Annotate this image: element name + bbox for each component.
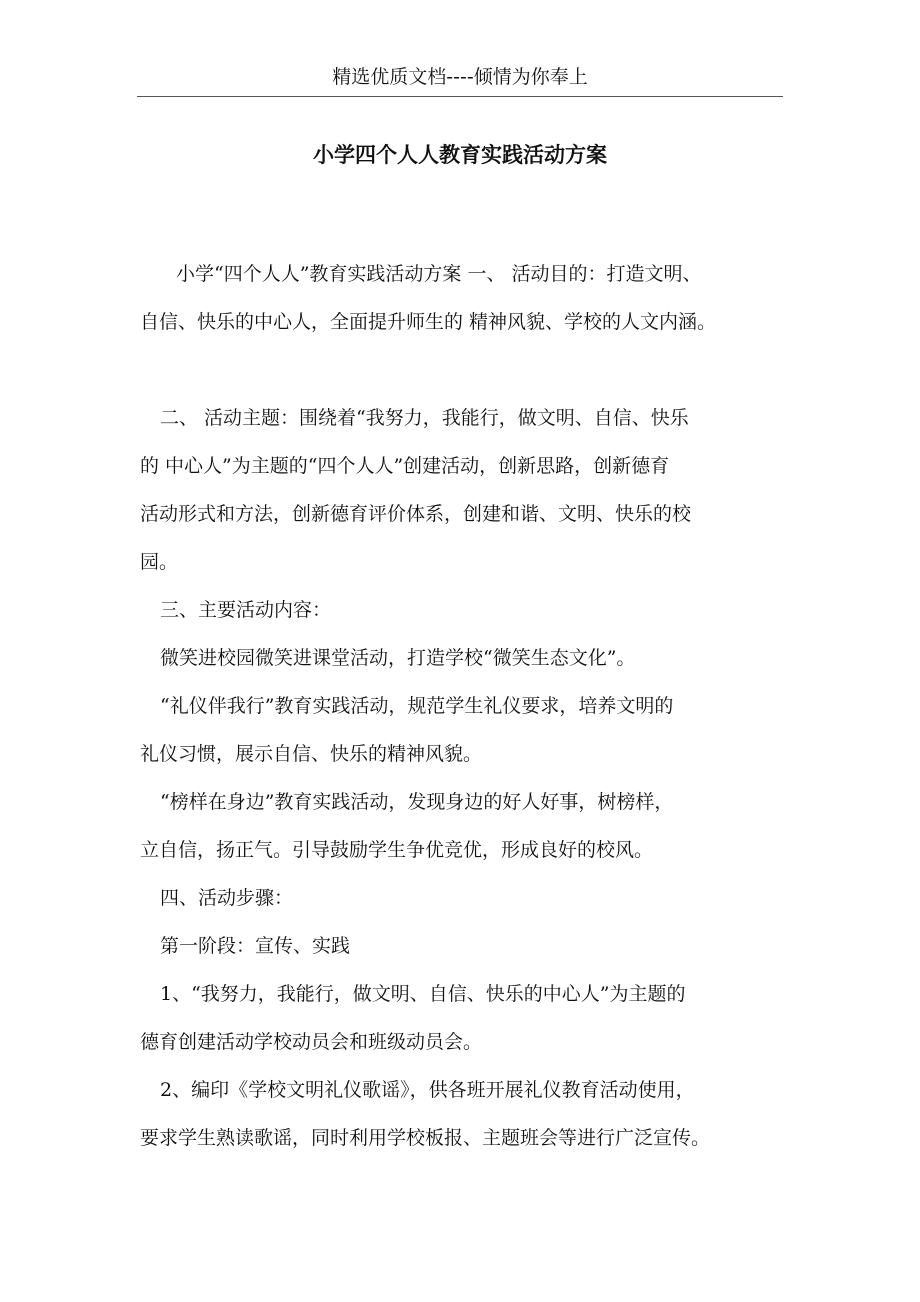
body-line: 的 中心人”为主题的“四个人人”创建活动，创新思路，创新德育 (140, 455, 670, 477)
body-line: 三、主要活动内容： (160, 599, 332, 621)
body-line: 微笑进校园微笑进课堂活动，打造学校“微笑生态文化”。 (160, 647, 636, 669)
body-line: 四、活动步骤： (160, 887, 294, 909)
body-line: 自信、快乐的中心人，全面提升师生的 精神风貌、学校的人文内涵。 (140, 311, 717, 333)
header-text: 精选优质文档----倾情为你奉上 (332, 66, 588, 88)
body-line: 礼仪习惯，展示自信、快乐的精神风貌。 (140, 743, 483, 765)
body-line: “礼仪伴我行”教育实践活动，规范学生礼仪要求，培养文明的 (160, 695, 674, 717)
body-line: 小学“四个人人”教育实践活动方案 一、 活动目的：打造文明、 (176, 263, 702, 285)
body-line: 活动形式和方法，创新德育评价体系，创建和谐、文明、快乐的校 (140, 503, 692, 525)
page-header (137, 62, 783, 97)
body-line: 要求学生熟读歌谣，同时利用学校板报、主题班会等进行广泛宣传。 (140, 1127, 711, 1149)
body-line: 第一阶段：宣传、实践 (160, 935, 351, 957)
body-line: 二、 活动主题：围绕着“我努力，我能行，做文明、自信、快乐 (160, 407, 689, 429)
document-title: 小学四个人人教育实践活动方案 (313, 143, 607, 167)
body-line: 1、“我努力，我能行，做文明、自信、快乐的中心人”为主题的 (160, 983, 686, 1005)
body-line: 园。 (140, 551, 179, 573)
document-body (140, 250, 790, 1162)
body-line: 2、编印《学校文明礼仪歌谣》，供各班开展礼仪教育活动使用， (160, 1079, 695, 1101)
body-line: 立自信，扬正气。引导鼓励学生争优竞优，形成良好的校风。 (140, 839, 654, 861)
body-line: “榜样在身边”教育实践活动，发现身边的好人好事，树榜样， (160, 791, 674, 813)
body-line: 德育创建活动学校动员会和班级动员会。 (140, 1031, 483, 1053)
